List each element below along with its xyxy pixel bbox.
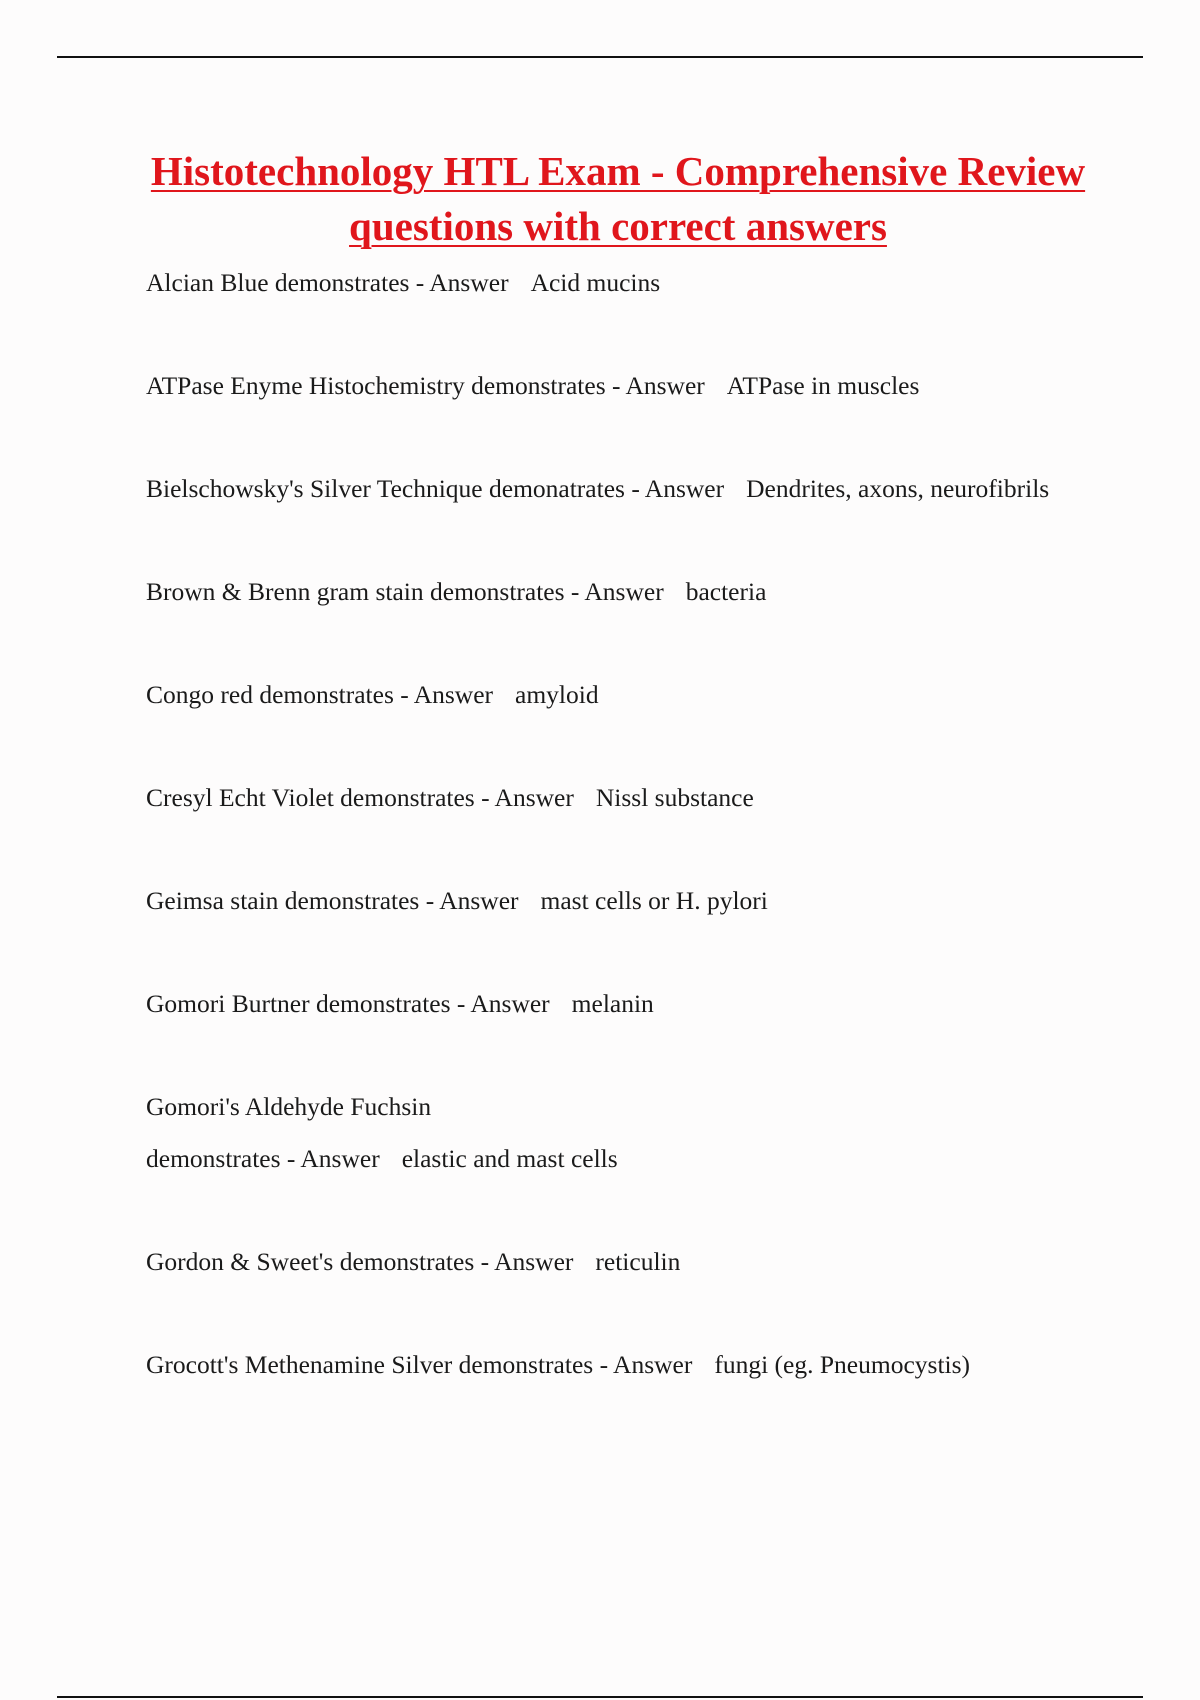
list-item [146, 1245, 1096, 1279]
answer-text: elastic and mast cells [401, 1144, 618, 1173]
question-text-line2: demonstrates - Answer [146, 1144, 380, 1173]
question-text: ATPase Enyme Histochemistry demonstrates - Answer [146, 371, 705, 400]
list-item [146, 1348, 1096, 1382]
question-text: Cresyl Echt Violet demonstrates - Answer [146, 783, 574, 812]
bottom-divider [57, 1696, 1143, 1698]
list-item [146, 266, 1096, 300]
question-text: Bielschowsky's Silver Technique demonatrates - Answer [146, 474, 725, 503]
list-item [146, 369, 1096, 403]
answer-text: reticulin [595, 1247, 681, 1276]
list-item [146, 678, 1096, 712]
question-text: Alcian Blue demonstrates - Answer [146, 268, 509, 297]
list-item [146, 987, 1096, 1021]
question-text: Grocott's Methenamine Silver demonstrates - Answer [146, 1350, 693, 1379]
question-text-line1: Gomori's Aldehyde Fuchsin [146, 1092, 432, 1121]
list-item [146, 884, 1096, 918]
answer-text: Nissl substance [595, 783, 754, 812]
qa-list [146, 266, 1096, 1451]
answer-text: bacteria [685, 577, 767, 606]
answer-text: Dendrites, axons, neurofibrils [746, 474, 1050, 503]
answer-text: ATPase in muscles [726, 371, 920, 400]
question-text: Geimsa stain demonstrates - Answer [146, 886, 519, 915]
answer-text: mast cells or H. pylori [540, 886, 768, 915]
answer-text: Acid mucins [530, 268, 661, 297]
question-text: Congo red demonstrates - Answer [146, 680, 494, 709]
answer-text: fungi (eg. Pneumocystis) [714, 1350, 971, 1379]
question-text: Gomori Burtner demonstrates - Answer [146, 989, 550, 1018]
list-item [146, 1090, 1096, 1176]
list-item [146, 575, 1096, 609]
question-text: Brown & Brenn gram stain demonstrates - Answer [146, 577, 664, 606]
page-title: Histotechnology HTL Exam - Comprehensive Review questions with correct answers [150, 148, 1086, 249]
answer-text: melanin [571, 989, 654, 1018]
answer-text: amyloid [515, 680, 599, 709]
question-text: Gordon & Sweet's demonstrates - Answer [146, 1247, 574, 1276]
top-divider [57, 56, 1143, 58]
list-item [146, 472, 1096, 506]
list-item [146, 781, 1096, 815]
